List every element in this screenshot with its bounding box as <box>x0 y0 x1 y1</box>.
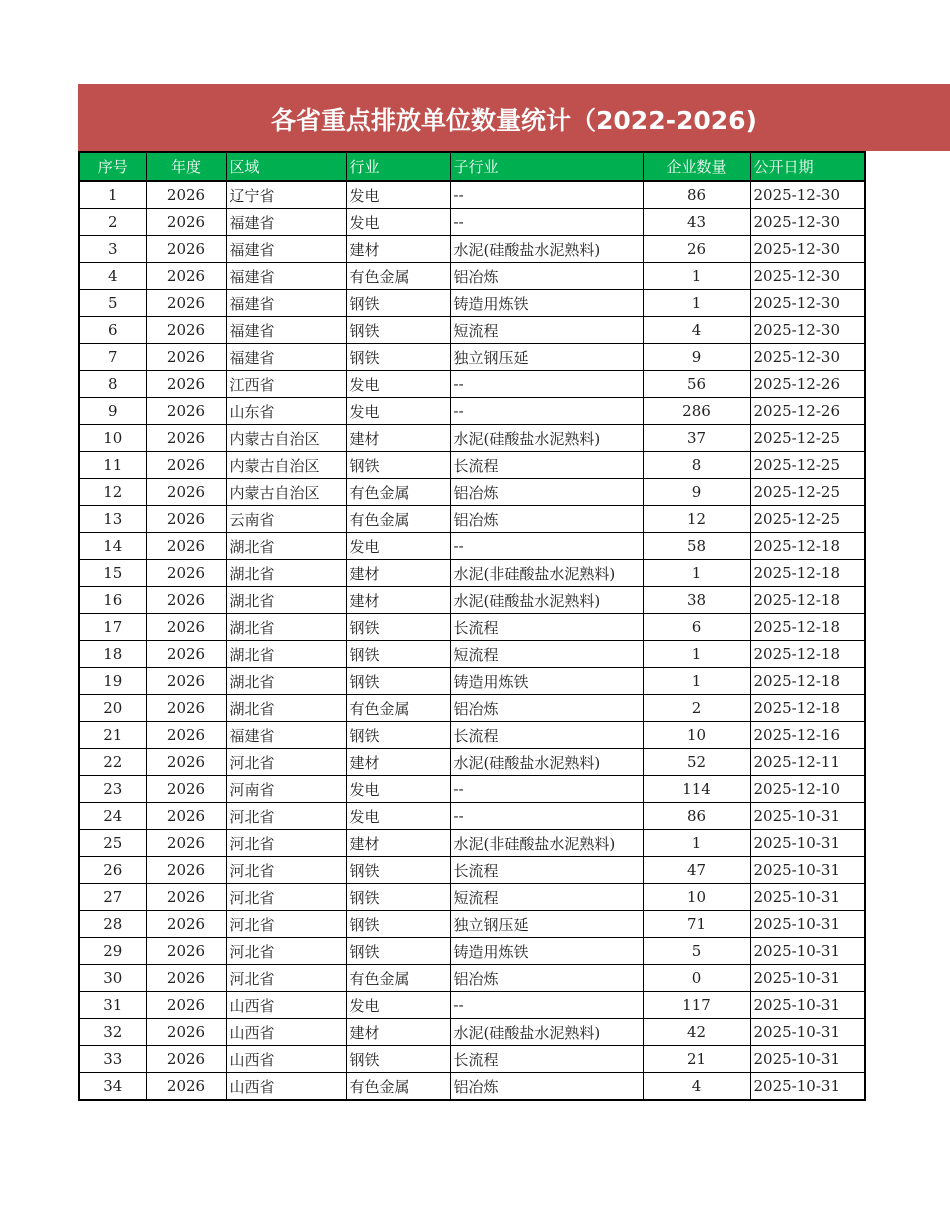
cell-region[interactable]: 湖北省 <box>226 614 346 641</box>
cell-sub-industry[interactable]: -- <box>450 776 643 803</box>
cell-year[interactable]: 2026 <box>146 479 226 506</box>
header-industry[interactable]: 行业 <box>346 152 450 181</box>
cell-sub-industry[interactable]: 短流程 <box>450 641 643 668</box>
cell-company-count[interactable]: 10 <box>643 884 750 911</box>
table-row <box>79 209 865 236</box>
cell-year[interactable]: 2026 <box>146 722 226 749</box>
cell-year[interactable]: 2026 <box>146 533 226 560</box>
cell-sub-industry[interactable]: -- <box>450 209 643 236</box>
cell-index[interactable]: 4 <box>79 263 146 290</box>
cell-region[interactable]: 山西省 <box>226 1046 346 1073</box>
table-row <box>79 938 865 965</box>
cell-company-count[interactable]: 1 <box>643 560 750 587</box>
cell-region[interactable]: 山东省 <box>226 398 346 425</box>
cell-index[interactable]: 16 <box>79 587 146 614</box>
header-sub-industry[interactable]: 子行业 <box>450 152 643 181</box>
cell-index[interactable]: 15 <box>79 560 146 587</box>
cell-year[interactable]: 2026 <box>146 398 226 425</box>
cell-index[interactable]: 18 <box>79 641 146 668</box>
table-row <box>79 371 865 398</box>
cell-company-count[interactable]: 71 <box>643 911 750 938</box>
cell-publish-date[interactable]: 2025-10-31 <box>750 803 865 830</box>
cell-region[interactable]: 江西省 <box>226 371 346 398</box>
cell-publish-date[interactable]: 2025-12-30 <box>750 263 865 290</box>
cell-company-count[interactable]: 117 <box>643 992 750 1019</box>
cell-publish-date[interactable]: 2025-12-11 <box>750 749 865 776</box>
cell-index[interactable]: 3 <box>79 236 146 263</box>
table-row <box>79 398 865 425</box>
cell-year[interactable]: 2026 <box>146 857 226 884</box>
table-row <box>79 884 865 911</box>
cell-year[interactable]: 2026 <box>146 749 226 776</box>
cell-sub-industry[interactable]: 长流程 <box>450 452 643 479</box>
cell-company-count[interactable]: 1 <box>643 830 750 857</box>
cell-company-count[interactable]: 4 <box>643 317 750 344</box>
cell-sub-industry[interactable]: 水泥(非硅酸盐水泥熟料) <box>450 560 643 587</box>
cell-publish-date[interactable]: 2025-12-30 <box>750 181 865 209</box>
cell-publish-date[interactable]: 2025-12-26 <box>750 371 865 398</box>
cell-company-count[interactable]: 43 <box>643 209 750 236</box>
cell-region[interactable]: 福建省 <box>226 344 346 371</box>
cell-index[interactable]: 28 <box>79 911 146 938</box>
table-body <box>79 181 865 1100</box>
table-row <box>79 425 865 452</box>
table-row <box>79 560 865 587</box>
cell-region[interactable]: 湖北省 <box>226 587 346 614</box>
cell-region[interactable]: 河北省 <box>226 830 346 857</box>
cell-year[interactable]: 2026 <box>146 965 226 992</box>
cell-sub-industry[interactable]: 短流程 <box>450 884 643 911</box>
cell-publish-date[interactable]: 2025-10-31 <box>750 965 865 992</box>
header-region[interactable]: 区域 <box>226 152 346 181</box>
cell-company-count[interactable]: 9 <box>643 479 750 506</box>
cell-company-count[interactable]: 86 <box>643 181 750 209</box>
table-row <box>79 1073 865 1101</box>
cell-industry[interactable]: 建材 <box>346 587 450 614</box>
cell-publish-date[interactable]: 2025-10-31 <box>750 830 865 857</box>
table-row <box>79 722 865 749</box>
cell-year[interactable]: 2026 <box>146 209 226 236</box>
cell-region[interactable]: 河北省 <box>226 884 346 911</box>
table-row <box>79 533 865 560</box>
cell-index[interactable]: 13 <box>79 506 146 533</box>
cell-year[interactable]: 2026 <box>146 1073 226 1101</box>
cell-year[interactable]: 2026 <box>146 1046 226 1073</box>
cell-index[interactable]: 17 <box>79 614 146 641</box>
cell-index[interactable]: 19 <box>79 668 146 695</box>
table-row <box>79 263 865 290</box>
table-row <box>79 452 865 479</box>
cell-sub-industry[interactable]: 独立钢压延 <box>450 911 643 938</box>
cell-industry[interactable]: 发电 <box>346 533 450 560</box>
cell-index[interactable]: 25 <box>79 830 146 857</box>
table-row <box>79 911 865 938</box>
cell-region[interactable]: 湖北省 <box>226 668 346 695</box>
cell-sub-industry[interactable]: 水泥(硅酸盐水泥熟料) <box>450 587 643 614</box>
cell-sub-industry[interactable]: 水泥(硅酸盐水泥熟料) <box>450 425 643 452</box>
cell-year[interactable]: 2026 <box>146 614 226 641</box>
cell-sub-industry[interactable]: 铝冶炼 <box>450 695 643 722</box>
table-row <box>79 695 865 722</box>
cell-industry[interactable]: 钢铁 <box>346 614 450 641</box>
cell-sub-industry[interactable]: -- <box>450 398 643 425</box>
cell-industry[interactable]: 钢铁 <box>346 290 450 317</box>
cell-index[interactable]: 12 <box>79 479 146 506</box>
table-row <box>79 290 865 317</box>
cell-region[interactable]: 内蒙古自治区 <box>226 452 346 479</box>
cell-publish-date[interactable]: 2025-12-30 <box>750 236 865 263</box>
cell-company-count[interactable]: 1 <box>643 263 750 290</box>
cell-index[interactable]: 5 <box>79 290 146 317</box>
cell-sub-industry[interactable]: 长流程 <box>450 614 643 641</box>
cell-region[interactable]: 山西省 <box>226 1073 346 1101</box>
cell-index[interactable]: 2 <box>79 209 146 236</box>
cell-year[interactable]: 2026 <box>146 371 226 398</box>
cell-year[interactable]: 2026 <box>146 263 226 290</box>
cell-industry[interactable]: 有色金属 <box>346 263 450 290</box>
cell-company-count[interactable]: 38 <box>643 587 750 614</box>
cell-sub-industry[interactable]: 铸造用炼铁 <box>450 938 643 965</box>
cell-publish-date[interactable]: 2025-12-18 <box>750 614 865 641</box>
cell-company-count[interactable]: 47 <box>643 857 750 884</box>
cell-index[interactable]: 20 <box>79 695 146 722</box>
cell-industry[interactable]: 钢铁 <box>346 911 450 938</box>
cell-year[interactable]: 2026 <box>146 344 226 371</box>
cell-sub-industry[interactable]: 水泥(硅酸盐水泥熟料) <box>450 236 643 263</box>
cell-publish-date[interactable]: 2025-12-25 <box>750 479 865 506</box>
cell-index[interactable]: 11 <box>79 452 146 479</box>
cell-year[interactable]: 2026 <box>146 830 226 857</box>
table-row <box>79 641 865 668</box>
cell-industry[interactable]: 发电 <box>346 181 450 209</box>
cell-index[interactable]: 1 <box>79 181 146 209</box>
cell-publish-date[interactable]: 2025-10-31 <box>750 1019 865 1046</box>
cell-industry[interactable]: 建材 <box>346 749 450 776</box>
cell-index[interactable]: 32 <box>79 1019 146 1046</box>
cell-industry[interactable]: 钢铁 <box>346 452 450 479</box>
cell-year[interactable]: 2026 <box>146 668 226 695</box>
cell-publish-date[interactable]: 2025-12-18 <box>750 641 865 668</box>
cell-publish-date[interactable]: 2025-12-18 <box>750 533 865 560</box>
cell-industry[interactable]: 钢铁 <box>346 722 450 749</box>
cell-company-count[interactable]: 52 <box>643 749 750 776</box>
cell-region[interactable]: 湖北省 <box>226 560 346 587</box>
cell-sub-industry[interactable]: 水泥(硅酸盐水泥熟料) <box>450 1019 643 1046</box>
cell-industry[interactable]: 钢铁 <box>346 1046 450 1073</box>
cell-company-count[interactable]: 10 <box>643 722 750 749</box>
cell-publish-date[interactable]: 2025-12-18 <box>750 668 865 695</box>
cell-index[interactable]: 8 <box>79 371 146 398</box>
cell-region[interactable]: 湖北省 <box>226 533 346 560</box>
cell-publish-date[interactable]: 2025-12-25 <box>750 506 865 533</box>
cell-year[interactable]: 2026 <box>146 506 226 533</box>
cell-year[interactable]: 2026 <box>146 911 226 938</box>
header-year[interactable]: 年度 <box>146 152 226 181</box>
cell-publish-date[interactable]: 2025-12-16 <box>750 722 865 749</box>
cell-region[interactable]: 山西省 <box>226 1019 346 1046</box>
cell-sub-industry[interactable]: 水泥(非硅酸盐水泥熟料) <box>450 830 643 857</box>
cell-company-count[interactable]: 1 <box>643 641 750 668</box>
cell-industry[interactable]: 建材 <box>346 1019 450 1046</box>
cell-company-count[interactable]: 4 <box>643 1073 750 1101</box>
cell-sub-industry[interactable]: 独立钢压延 <box>450 344 643 371</box>
cell-index[interactable]: 10 <box>79 425 146 452</box>
cell-region[interactable]: 福建省 <box>226 317 346 344</box>
cell-company-count[interactable]: 26 <box>643 236 750 263</box>
cell-industry[interactable]: 建材 <box>346 425 450 452</box>
cell-index[interactable]: 7 <box>79 344 146 371</box>
cell-region[interactable]: 福建省 <box>226 263 346 290</box>
cell-industry[interactable]: 发电 <box>346 803 450 830</box>
cell-region[interactable]: 河南省 <box>226 776 346 803</box>
cell-publish-date[interactable]: 2025-12-30 <box>750 209 865 236</box>
cell-company-count[interactable]: 1 <box>643 668 750 695</box>
header-index[interactable]: 序号 <box>79 152 146 181</box>
table-row <box>79 614 865 641</box>
cell-index[interactable]: 30 <box>79 965 146 992</box>
cell-region[interactable]: 福建省 <box>226 236 346 263</box>
cell-industry[interactable]: 发电 <box>346 992 450 1019</box>
cell-region[interactable]: 内蒙古自治区 <box>226 479 346 506</box>
cell-company-count[interactable]: 37 <box>643 425 750 452</box>
table-row <box>79 830 865 857</box>
header-company-count[interactable]: 企业数量 <box>643 152 750 181</box>
cell-sub-industry[interactable]: 长流程 <box>450 1046 643 1073</box>
table-row <box>79 344 865 371</box>
cell-sub-industry[interactable]: 铝冶炼 <box>450 1073 643 1101</box>
cell-publish-date[interactable]: 2025-10-31 <box>750 992 865 1019</box>
cell-industry[interactable]: 有色金属 <box>346 506 450 533</box>
cell-publish-date[interactable]: 2025-12-18 <box>750 695 865 722</box>
cell-year[interactable]: 2026 <box>146 938 226 965</box>
cell-index[interactable]: 24 <box>79 803 146 830</box>
cell-year[interactable]: 2026 <box>146 695 226 722</box>
cell-year[interactable]: 2026 <box>146 425 226 452</box>
table-row <box>79 776 865 803</box>
cell-publish-date[interactable]: 2025-12-18 <box>750 587 865 614</box>
cell-sub-industry[interactable]: 短流程 <box>450 317 643 344</box>
cell-company-count[interactable]: 42 <box>643 1019 750 1046</box>
table-row <box>79 803 865 830</box>
cell-industry[interactable]: 有色金属 <box>346 1073 450 1101</box>
cell-sub-industry[interactable]: 铝冶炼 <box>450 965 643 992</box>
cell-industry[interactable]: 钢铁 <box>346 884 450 911</box>
cell-year[interactable]: 2026 <box>146 884 226 911</box>
cell-sub-industry[interactable]: 长流程 <box>450 857 643 884</box>
cell-publish-date[interactable]: 2025-10-31 <box>750 1073 865 1101</box>
cell-region[interactable]: 内蒙古自治区 <box>226 425 346 452</box>
table-row <box>79 506 865 533</box>
cell-region[interactable]: 湖北省 <box>226 641 346 668</box>
cell-company-count[interactable]: 5 <box>643 938 750 965</box>
cell-industry[interactable]: 钢铁 <box>346 317 450 344</box>
cell-index[interactable]: 27 <box>79 884 146 911</box>
cell-sub-industry[interactable]: 铸造用炼铁 <box>450 290 643 317</box>
cell-year[interactable]: 2026 <box>146 452 226 479</box>
cell-company-count[interactable]: 0 <box>643 965 750 992</box>
cell-sub-industry[interactable]: 铸造用炼铁 <box>450 668 643 695</box>
cell-publish-date[interactable]: 2025-10-31 <box>750 938 865 965</box>
cell-publish-date[interactable]: 2025-10-31 <box>750 911 865 938</box>
cell-industry[interactable]: 发电 <box>346 209 450 236</box>
cell-index[interactable]: 33 <box>79 1046 146 1073</box>
cell-publish-date[interactable]: 2025-12-30 <box>750 317 865 344</box>
cell-year[interactable]: 2026 <box>146 236 226 263</box>
cell-year[interactable]: 2026 <box>146 1019 226 1046</box>
table-row <box>79 181 865 209</box>
cell-region[interactable]: 河北省 <box>226 803 346 830</box>
cell-company-count[interactable]: 286 <box>643 398 750 425</box>
cell-industry[interactable]: 建材 <box>346 830 450 857</box>
cell-industry[interactable]: 建材 <box>346 236 450 263</box>
cell-publish-date[interactable]: 2025-10-31 <box>750 884 865 911</box>
cell-company-count[interactable]: 86 <box>643 803 750 830</box>
cell-publish-date[interactable]: 2025-12-26 <box>750 398 865 425</box>
cell-industry[interactable]: 有色金属 <box>346 479 450 506</box>
cell-publish-date[interactable]: 2025-12-25 <box>750 425 865 452</box>
cell-region[interactable]: 河北省 <box>226 857 346 884</box>
page-title: 各省重点排放单位数量统计（2022-2026) <box>271 105 757 135</box>
table-row <box>79 587 865 614</box>
table-row <box>79 965 865 992</box>
cell-index[interactable]: 29 <box>79 938 146 965</box>
cell-year[interactable]: 2026 <box>146 776 226 803</box>
cell-industry[interactable]: 钢铁 <box>346 668 450 695</box>
cell-publish-date[interactable]: 2025-10-31 <box>750 1046 865 1073</box>
cell-sub-industry[interactable]: -- <box>450 371 643 398</box>
cell-industry[interactable]: 钢铁 <box>346 344 450 371</box>
cell-sub-industry[interactable]: 铝冶炼 <box>450 479 643 506</box>
cell-company-count[interactable]: 56 <box>643 371 750 398</box>
cell-sub-industry[interactable]: 水泥(硅酸盐水泥熟料) <box>450 749 643 776</box>
table-row <box>79 992 865 1019</box>
table-row <box>79 1046 865 1073</box>
cell-sub-industry[interactable]: 铝冶炼 <box>450 506 643 533</box>
cell-year[interactable]: 2026 <box>146 641 226 668</box>
header-row <box>79 152 865 181</box>
cell-publish-date[interactable]: 2025-12-30 <box>750 344 865 371</box>
cell-industry[interactable]: 发电 <box>346 776 450 803</box>
cell-sub-industry[interactable]: 长流程 <box>450 722 643 749</box>
table-row <box>79 236 865 263</box>
cell-publish-date[interactable]: 2025-12-10 <box>750 776 865 803</box>
table-row <box>79 479 865 506</box>
cell-industry[interactable]: 钢铁 <box>346 641 450 668</box>
cell-region[interactable]: 河北省 <box>226 938 346 965</box>
cell-industry[interactable]: 建材 <box>346 560 450 587</box>
cell-company-count[interactable]: 1 <box>643 290 750 317</box>
cell-company-count[interactable]: 114 <box>643 776 750 803</box>
cell-company-count[interactable]: 21 <box>643 1046 750 1073</box>
cell-index[interactable]: 6 <box>79 317 146 344</box>
title-banner <box>78 84 950 151</box>
cell-year[interactable]: 2026 <box>146 290 226 317</box>
cell-index[interactable]: 22 <box>79 749 146 776</box>
cell-industry[interactable]: 发电 <box>346 371 450 398</box>
cell-industry[interactable]: 有色金属 <box>346 695 450 722</box>
cell-region[interactable]: 山西省 <box>226 992 346 1019</box>
table-row <box>79 317 865 344</box>
cell-industry[interactable]: 有色金属 <box>346 965 450 992</box>
cell-company-count[interactable]: 9 <box>643 344 750 371</box>
cell-industry[interactable]: 钢铁 <box>346 938 450 965</box>
cell-region[interactable]: 河北省 <box>226 911 346 938</box>
cell-company-count[interactable]: 6 <box>643 614 750 641</box>
cell-region[interactable]: 河北省 <box>226 965 346 992</box>
cell-index[interactable]: 26 <box>79 857 146 884</box>
cell-publish-date[interactable]: 2025-12-30 <box>750 290 865 317</box>
table-row <box>79 749 865 776</box>
cell-region[interactable]: 福建省 <box>226 209 346 236</box>
cell-index[interactable]: 14 <box>79 533 146 560</box>
cell-index[interactable]: 34 <box>79 1073 146 1101</box>
cell-sub-industry[interactable]: 铝冶炼 <box>450 263 643 290</box>
cell-region[interactable]: 河北省 <box>226 749 346 776</box>
cell-company-count[interactable]: 58 <box>643 533 750 560</box>
cell-region[interactable]: 福建省 <box>226 722 346 749</box>
cell-index[interactable]: 21 <box>79 722 146 749</box>
cell-index[interactable]: 31 <box>79 992 146 1019</box>
cell-region[interactable]: 云南省 <box>226 506 346 533</box>
cell-industry[interactable]: 钢铁 <box>346 857 450 884</box>
cell-year[interactable]: 2026 <box>146 317 226 344</box>
cell-sub-industry[interactable]: -- <box>450 992 643 1019</box>
cell-region[interactable]: 福建省 <box>226 290 346 317</box>
cell-region[interactable]: 辽宁省 <box>226 181 346 209</box>
cell-index[interactable]: 23 <box>79 776 146 803</box>
cell-publish-date[interactable]: 2025-12-25 <box>750 452 865 479</box>
cell-index[interactable]: 9 <box>79 398 146 425</box>
data-table <box>78 151 866 1101</box>
cell-industry[interactable]: 发电 <box>346 398 450 425</box>
cell-year[interactable]: 2026 <box>146 587 226 614</box>
cell-region[interactable]: 湖北省 <box>226 695 346 722</box>
cell-sub-industry[interactable]: -- <box>450 803 643 830</box>
cell-sub-industry[interactable]: -- <box>450 533 643 560</box>
cell-company-count[interactable]: 12 <box>643 506 750 533</box>
cell-company-count[interactable]: 8 <box>643 452 750 479</box>
table-row <box>79 857 865 884</box>
header-publish-date[interactable]: 公开日期 <box>750 152 865 181</box>
table-row <box>79 1019 865 1046</box>
cell-sub-industry[interactable]: -- <box>450 181 643 209</box>
cell-company-count[interactable]: 2 <box>643 695 750 722</box>
cell-publish-date[interactable]: 2025-10-31 <box>750 857 865 884</box>
cell-year[interactable]: 2026 <box>146 181 226 209</box>
cell-publish-date[interactable]: 2025-12-18 <box>750 560 865 587</box>
cell-year[interactable]: 2026 <box>146 803 226 830</box>
cell-year[interactable]: 2026 <box>146 992 226 1019</box>
table-row <box>79 668 865 695</box>
cell-year[interactable]: 2026 <box>146 560 226 587</box>
